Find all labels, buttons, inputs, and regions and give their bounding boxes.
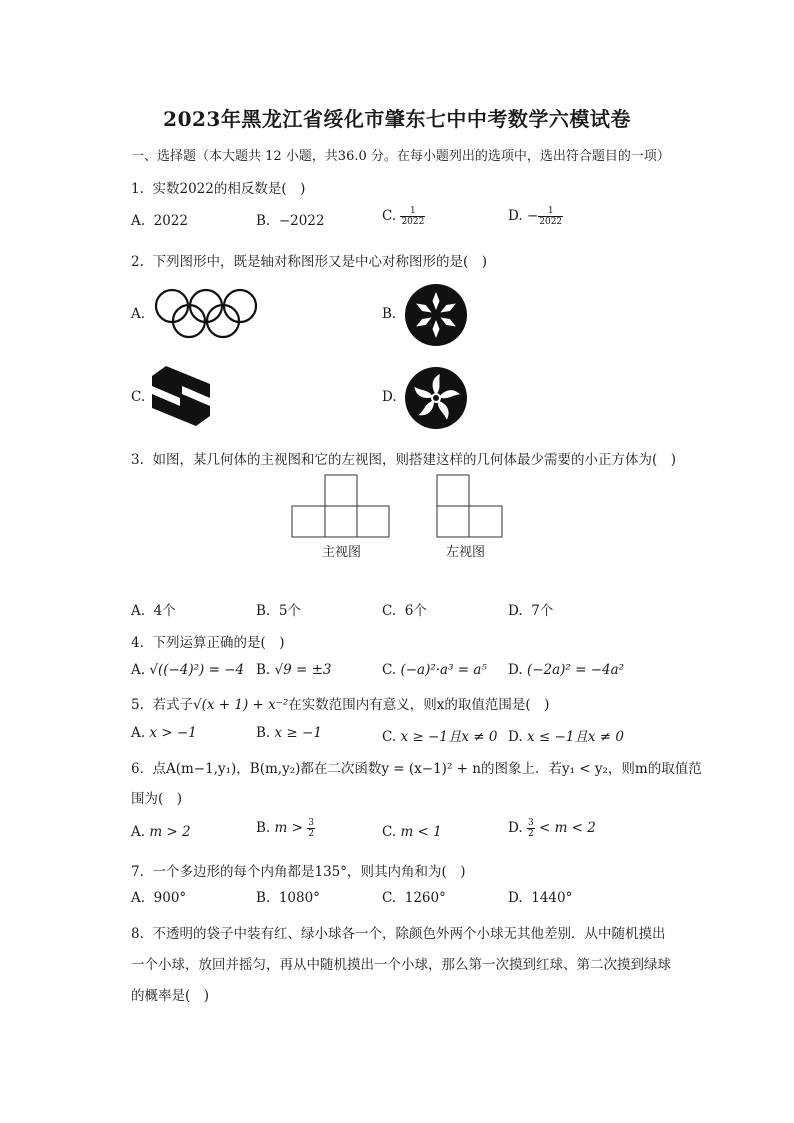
fraction: $\frac{1}{2022}$ xyxy=(539,206,563,227)
q2-option-a-label[interactable]: A. xyxy=(131,306,146,322)
question-6-line2: 围为( ) xyxy=(131,791,183,807)
left-view-caption: 左视图 xyxy=(446,545,486,560)
fraction: $\frac{1}{2022}$ xyxy=(401,206,425,227)
q7-option-a[interactable]: A. 900° xyxy=(131,890,187,906)
olympic-rings-icon xyxy=(150,286,262,342)
q3-option-c[interactable]: C. 6个 xyxy=(382,603,427,619)
question-5: 5. 若式子√(x + 1) + x⁻²在实数范围内有意义，则x的取值范围是( ) xyxy=(131,697,550,713)
q1-option-d[interactable]: D. − $\frac{1}{2022}$ xyxy=(508,206,563,227)
q4-option-c[interactable]: C. (−a)²·a³ = a⁵ xyxy=(382,662,487,678)
pinwheel-icon xyxy=(404,366,468,430)
question-3: 3. 如图，某几何体的主视图和它的左视图，则搭建这样的几何体最少需要的小正方体为( ) xyxy=(131,452,677,468)
question-2: 2. 下列图形中，既是轴对称图形又是中心对称图形的是( ) xyxy=(131,254,488,270)
q2-option-b-label[interactable]: B. xyxy=(382,306,397,322)
q6-option-c[interactable]: C. m < 1 xyxy=(382,824,442,840)
q2-option-d-label[interactable]: D. xyxy=(382,389,397,405)
q5-option-c[interactable]: C. x ≥ −1且x ≠ 0 xyxy=(382,729,498,745)
q2-option-c-label[interactable]: C. xyxy=(131,389,146,405)
question-8-line2: 一个小球，放回并摇匀，再从中随机摸出一个小球，那么第一次摸到红球、第二次摸到绿球 xyxy=(131,957,671,973)
q4-option-a[interactable]: A. √((−4)²) = −4 xyxy=(131,662,245,678)
question-7: 7. 一个多边形的每个内角都是135°，则其内角和为( ) xyxy=(131,864,466,880)
q3-option-d[interactable]: D. 7个 xyxy=(508,603,554,619)
question-text: 实数2022的相反数是( ) xyxy=(152,181,306,197)
q6-option-d[interactable]: D. $\frac{3}{2}$ < m < 2 xyxy=(508,818,596,839)
q7-option-d[interactable]: D. 1440° xyxy=(508,890,573,906)
q5-option-b[interactable]: B. x ≥ −1 xyxy=(256,725,322,741)
q6-option-b[interactable]: B. m > $\frac{3}{2}$ xyxy=(256,818,314,839)
q4-option-b[interactable]: B. √9 = ±3 xyxy=(256,662,332,678)
question-6: 6. 点A(m−1,y₁)，B(m,y₂)都在二次函数y = (x−1)² + n的图象上．若y₁ < y₂，则m的取值范 xyxy=(131,761,702,777)
question-8-line3: 的概率是( ) xyxy=(131,988,210,1004)
q1-option-b[interactable]: B. −2022 xyxy=(256,213,325,229)
section-heading: 一、选择题（本大题共 12 小题，共36.0 分。在每小题列出的选项中，选出符合题目的一项） xyxy=(131,149,670,164)
q7-option-c[interactable]: C. 1260° xyxy=(382,890,446,906)
q1-option-c[interactable]: C. $\frac{1}{2022}$ xyxy=(382,206,425,227)
snowflake-icon xyxy=(404,283,468,347)
q7-option-b[interactable]: B. 1080° xyxy=(256,890,320,906)
q5-option-a[interactable]: A. x > −1 xyxy=(131,725,197,741)
front-view-figure xyxy=(291,474,391,538)
q5-option-d[interactable]: D. x ≤ −1且x ≠ 0 xyxy=(508,729,624,745)
math-expression: √(x + 1) + x⁻² xyxy=(192,697,289,713)
q3-option-a[interactable]: A. 4个 xyxy=(131,603,176,619)
q6-option-a[interactable]: A. m > 2 xyxy=(131,824,191,840)
front-view-caption: 主视图 xyxy=(322,545,362,560)
question-4: 4. 下列运算正确的是( ) xyxy=(131,635,285,651)
q4-option-d[interactable]: D. (−2a)² = −4a² xyxy=(508,662,625,678)
z-logo-icon xyxy=(152,366,210,426)
left-view-figure xyxy=(436,474,504,538)
question-1 xyxy=(131,177,305,197)
question-number: 1. xyxy=(131,181,144,197)
page-title: 2023年黑龙江省绥化市肇东七中中考数学六模试卷 xyxy=(163,107,631,131)
q1-option-a[interactable]: A. 2022 xyxy=(131,213,188,229)
q3-option-b[interactable]: B. 5个 xyxy=(256,603,301,619)
question-8: 8. 不透明的袋子中装有红、绿小球各一个，除颜色外两个小球无其他差别．从中随机摸出 xyxy=(131,926,666,942)
